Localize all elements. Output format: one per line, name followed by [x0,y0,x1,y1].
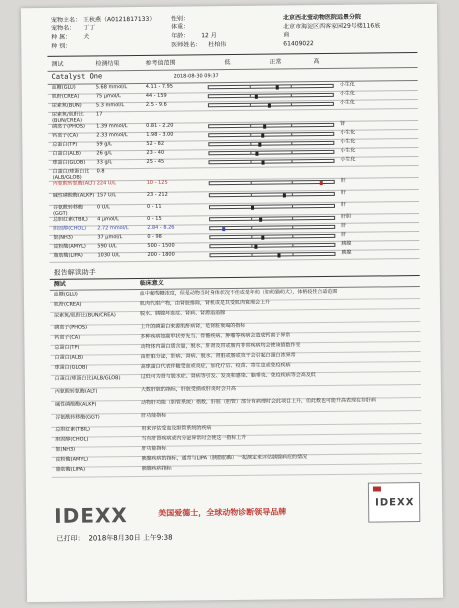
range-normal-zone [251,193,293,195]
interp-test-name: 淀粉酶(AMYL) [55,456,89,463]
interp-meaning: 动物体内蛋白质含量，脱水、肝肾及胃或肠内非常疾病均会使该值数作变 [140,342,301,350]
col-ref: 参考值范围 [145,59,176,67]
hospital-phone: 61409022 [283,40,314,48]
range-bar [209,204,335,209]
result-marker [222,227,225,231]
col-normal: 正常 [269,58,282,66]
row-result: 17 [95,111,103,118]
row-ref: 25 - 45 [146,158,165,165]
row-result: 0.8 [96,168,105,175]
interp-test-name: 总胆红素(TBIL) [55,426,91,433]
idexx-stamp [368,482,420,523]
result-marker [259,217,262,221]
result-marker [255,94,258,98]
row-ref: 2.84 - 8.26 [147,224,175,231]
row-test-name: 白蛋白/球蛋白比(ALB/GLOB) [52,168,90,181]
row-result: 0 U/L [96,204,110,211]
interp-test-name: 碱性磷酸酶(ALKP) [55,401,97,408]
stamp-logo: IDEXX [375,497,415,509]
range-bar [208,102,334,107]
row-test-name: 血糖(GLU) [51,84,76,91]
row-test-name: 丙氨酸转氨酶(ALT) [52,180,96,187]
row-test-name: 脂肪酶(LIPA) [53,252,83,259]
range-normal-zone [250,133,292,135]
range-normal-zone [251,226,293,228]
range-bar [209,243,335,248]
interp-test-name: 总蛋白(TP) [54,344,80,351]
row-result: 37 μmol/L [97,234,123,241]
row-category: 肾 [340,120,346,127]
result-marker [262,235,265,239]
row-category: 肝 [340,201,347,208]
interp-test-name: 尿素氮/肌酐比(BUN/CREA) [54,312,116,319]
row-category: 肝 [341,222,347,229]
device-name: Catalyst One [51,72,103,81]
interp-meaning: 当有肝肾疾病或内分泌异常时会使这一指标上升 [141,434,247,442]
interp-meaning: 大数肝脏的指标，肝脏受损或肝炎时会升高 [140,385,236,393]
result-marker [263,124,266,128]
row-category: 小生化 [339,90,355,97]
row-ref: 23 - 212 [146,191,168,198]
range-normal-zone [251,235,293,237]
col-test: 测试 [51,60,64,68]
owner-label: 宠物主名： [50,16,82,24]
doctor-value: 杜柏伟 [208,41,227,49]
result-marker [283,193,286,197]
result-marker [262,133,265,137]
row-result: 157 U/L [96,192,117,199]
row-result: 1.39 mmol/L [96,123,128,130]
row-result: 5.3 mmol/L [95,102,125,109]
range-normal-zone [251,253,293,255]
row-category: 肝 [340,177,346,184]
header-divider [47,52,417,57]
pet-name-value: 丁丁 [83,24,96,32]
interp-meaning: 过低可为肾与脱水症、肾病等引发、发炎和感染、脑垂炎、免疫疾病等会高及低 [140,372,316,380]
interp-test-name: 球蛋白(GLOB) [54,364,88,371]
range-normal-zone [251,217,293,219]
age-value: 12 月 [201,32,217,40]
interp-col-test: 测试 [53,280,66,288]
interp-meaning: 胰腺疾病指标 [141,465,172,472]
range-bar [208,123,334,128]
row-test-name: 氨(NH3) [53,234,73,241]
range-normal-zone [250,160,292,162]
result-marker [278,253,281,257]
lab-report-page [21,4,443,602]
interp-meaning: 高球蛋白代表伴随受血或炎症，加化疗后、疫苗、寄生虫或免疫疾病 [140,362,291,370]
row-ref: 0.81 - 2.20 [146,122,174,129]
interp-row-divider [51,443,421,448]
row-category: 胰腺 [341,249,352,256]
range-bar [209,234,335,239]
range-bar [208,150,334,155]
row-ref: 52 - 82 [146,140,165,147]
sex-label: 性别： [170,15,190,23]
species-value: 犬 [83,33,90,41]
row-category: 小生化 [340,138,356,145]
range-normal-zone [250,103,292,105]
row-ref: 0 - 98 [147,233,162,240]
range-bar [209,180,335,185]
row-test-name: 尿素氮/肌酐比(BUN/CREA) [51,111,84,124]
slogan: 美国爱德士，全球动物诊断领导品牌 [158,507,287,518]
row-category: 小生化 [339,99,355,106]
row-test-name: 总胆红素(TBIL) [53,216,88,223]
range-bar [208,132,334,137]
range-normal-zone [251,181,293,183]
result-marker [267,103,270,107]
interp-meaning: 动物肝功能（胆管系统）指数，肝脏（胆管）部分有病理时会此项目上升，但此数也可能升高表现在非肝病 [141,397,377,406]
interp-test-name: 肌酐(CREA) [53,301,82,308]
row-divider [48,108,418,113]
interp-test-name: 钙离子(CA) [54,334,81,341]
row-ref: 0 - 11 [146,203,162,210]
interp-test-name: 谷氨酰转移酶(GGT) [55,414,100,421]
interp-meaning: 血中葡萄糖浓度，但是动物当时身体状况不佳或是年幼（如幼猫幼犬），体格较佳合适范围 [139,288,338,297]
interp-meaning: 由肝脏分泌，肝病、肾病、脱水、肾脏或肠或炎干会引起白蛋白浓异常 [140,352,296,360]
row-category: 小生化 [340,129,356,136]
interp-meaning: 肝功能指标 [141,445,167,452]
col-low: 低 [224,59,231,67]
row-ref: 23 - 40 [146,149,165,156]
row-test-name: 磷离子(PHOS) [52,123,85,130]
interp-test-name: 丙氨酸转氨酶(ALT) [54,388,98,395]
range-bar [208,93,334,98]
interp-test-name: 脂肪酶(LIPA) [55,466,86,473]
row-test-name: 球蛋白(GLOB) [52,159,86,166]
interp-test-name: 白蛋白/球蛋白比(ALB/GLOB) [54,375,121,382]
range-bar [209,192,335,197]
row-result: 2.72 mmol/L [97,225,129,232]
stamp-mark-icon [373,486,381,491]
row-category: 小生化 [340,147,356,154]
interp-meaning: 用来评估受血及胆管系统的疾病 [141,425,212,432]
row-test-name: 淀粉酶(AMYL) [53,243,86,250]
row-ref: 44 - 159 [145,92,167,99]
result-marker [320,181,323,185]
row-test-name: 白蛋白(ALB) [52,150,82,157]
range-normal-zone [251,205,293,207]
result-marker [276,85,279,89]
range-bar [209,225,335,230]
row-test-name: 谷氨酰转移酶(GGT) [52,204,84,217]
interp-row-divider [52,473,422,478]
row-category: 肝 [341,231,347,238]
row-result: 75 μmol/L [95,93,121,100]
row-ref: 1.98 - 3.00 [146,131,174,138]
printed-date: 2018年8月30日 上午9:38 [88,533,173,543]
result-marker [251,205,254,209]
row-test-name: 胆固醇(CHOL) [53,225,87,232]
row-ref: 0 - 15 [147,215,162,222]
row-result: 33 g/L [96,159,113,166]
interp-divider-top [50,275,420,280]
idexx-logo: IDEXX [54,503,128,528]
row-ref: 500 - 1500 [147,242,175,249]
interp-meaning: 胰腺疾病的指标，通常与LIPA（胰脂肪酶）一起测定来评估胰腺病症的情况 [141,454,308,462]
interp-test-name: 氨(NH3) [55,446,76,453]
range-bar [209,252,335,257]
row-result: 1030 U/L [97,252,120,259]
result-marker [254,244,257,248]
row-test-name: 碱性磷酸酶(ALKP) [52,192,95,199]
row-category: 小生化 [340,156,356,163]
row-category: 肝胆 [341,213,352,220]
row-result: 26 g/L [96,150,113,157]
interp-test-name: 胆固醇(CHOL) [55,436,89,443]
range-bar [209,159,335,164]
range-bar [209,216,335,221]
age-label: 年龄： [171,32,190,40]
interp-meaning: 上升的磷蛋白来源肌酐病肾，是肾脏衰竭的指标 [140,322,246,330]
device-date: 2018-08-30 09:37 [173,73,219,80]
interp-meaning: 肌肉代谢产物，由肾脏排除，肾机或是其受肌肉衰竭会上升 [139,299,271,307]
interp-meaning: 脱水、胰腺坏血症、肾病、肾源溢溢腺 [140,310,226,317]
row-ref: 10 - 125 [146,179,168,186]
interp-meaning: 肝功能指标 [141,412,167,419]
species-label: 种 属： [51,33,72,41]
row-result: 2.33 mmol/L [96,132,128,139]
row-result: 4 μmol/L [97,216,119,223]
interp-row-divider [51,423,421,428]
col-high: 高 [313,58,320,66]
range-bar [208,84,334,89]
row-test-name: 尿素氮(BUN) [51,102,82,109]
range-normal-zone [251,244,293,246]
row-result: 5.68 mmol/L [95,84,128,91]
owner-value: 王秋燕（A0121817133） [82,15,156,24]
hospital-name: 北京西北莹动物医院远景分院 [282,13,362,22]
breed-label: 种 别： [51,42,72,50]
row-result: 59 g/L [96,141,112,148]
row-divider [50,258,420,263]
pet-name-label: 宠物名： [51,24,76,32]
col-result: 检测结果 [95,60,120,68]
result-marker [258,142,261,146]
range-normal-zone [250,85,292,87]
result-marker [256,151,259,155]
row-ref: 200 - 1800 [147,251,175,258]
interp-test-name: 血糖(GLU) [53,291,78,298]
row-result: 224 U/L [96,180,117,187]
row-test-name: 钙离子(CA) [52,132,79,139]
printed-label: 已打印： [56,534,85,543]
interp-test-name: 白蛋白(ALB) [54,354,84,361]
doctor-label: 医师姓名： [171,41,202,49]
row-test-name: 总蛋白(TP) [52,141,78,148]
row-test-name: 肌酐(CREA) [51,93,80,100]
range-bar [208,141,334,146]
row-ref: 4.11 - 7.95 [145,83,174,90]
interp-col-meaning: 临床意义 [139,279,164,287]
table-head-divider [48,67,418,72]
range-normal-zone [250,124,292,126]
hospital-address-2: 商 [283,31,290,39]
row-result: 590 U/L [97,243,117,250]
result-marker [262,160,265,164]
interpretation-title: 报告解读助手 [53,268,96,277]
row-category: 胰腺 [341,240,352,247]
interp-test-name: 磷离子(PHOS) [54,324,88,331]
hospital-address: 北京市海淀区西客家园29号楼116底 [283,22,381,31]
row-ref: 2.5 - 9.6 [145,101,167,108]
interp-meaning: 多种疾病如副甲状旁先当、骨骼疾病、肿瘤等疾病会造成钙离子异常 [140,332,291,340]
interp-row-divider [52,463,422,468]
weight-label: 体重： [171,23,190,31]
range-normal-zone [250,142,292,144]
row-category: 肝 [340,189,346,196]
row-category: 小生化 [339,81,355,88]
